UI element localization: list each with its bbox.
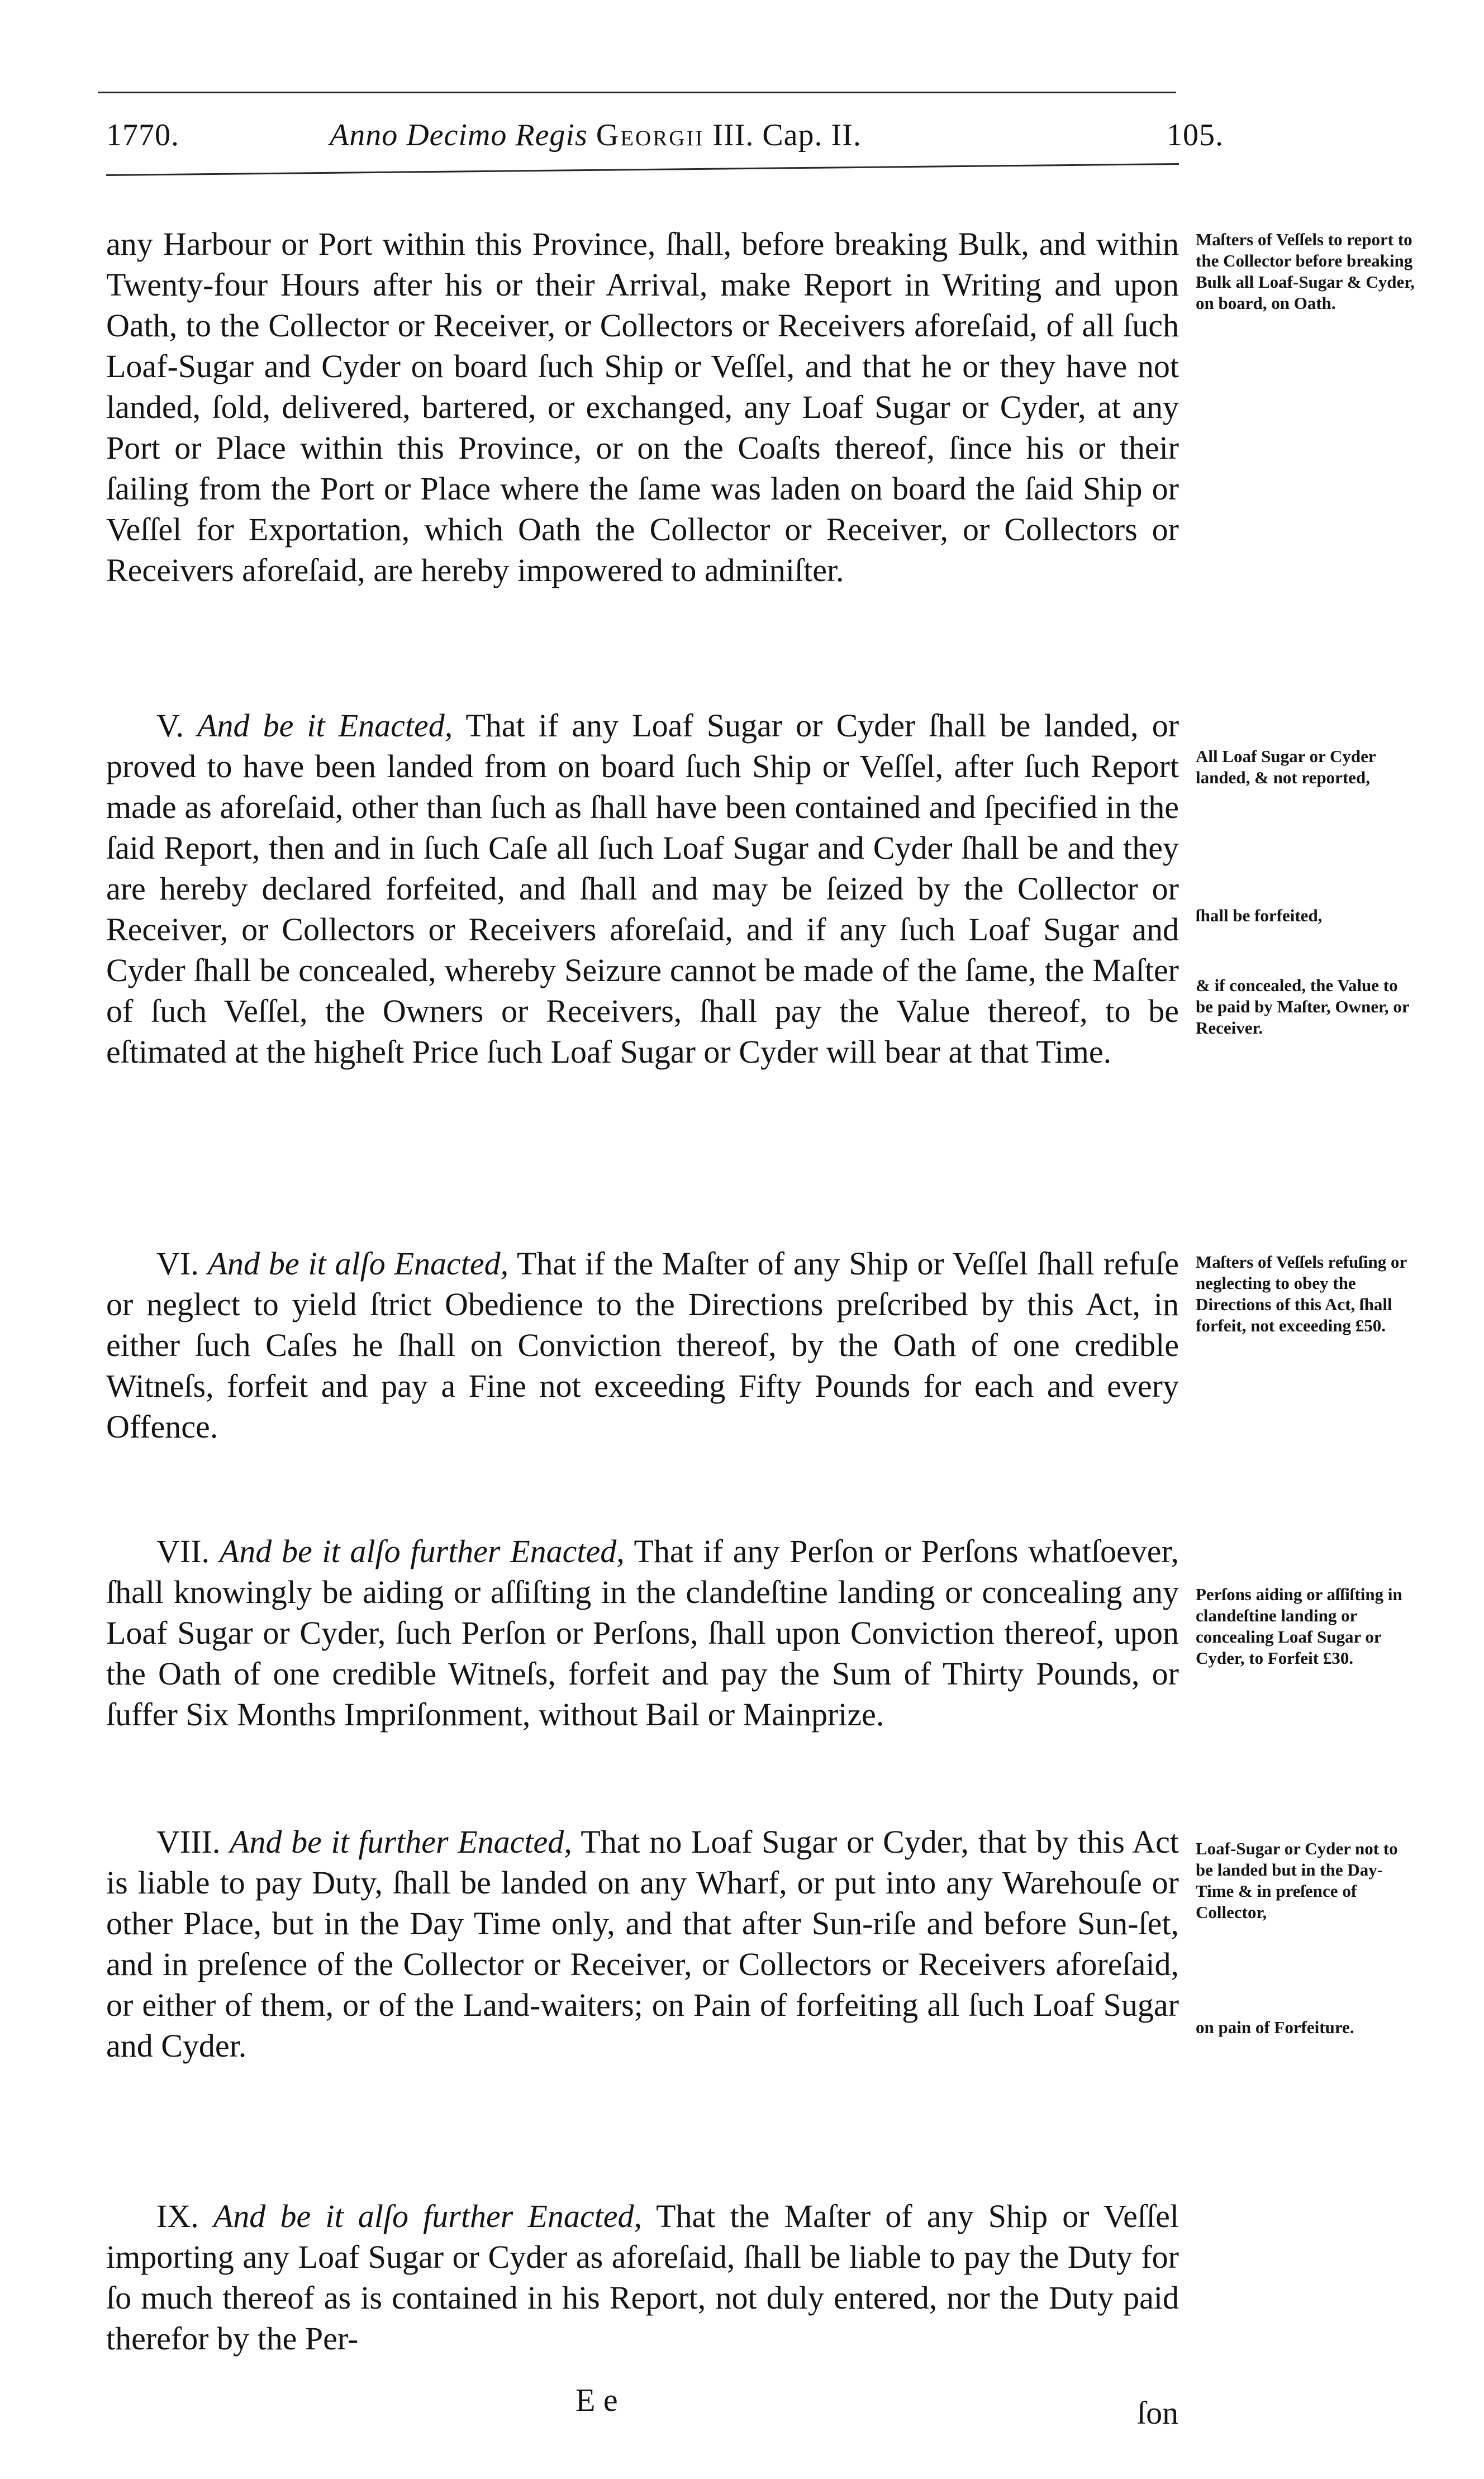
header-year: 1770. (106, 118, 179, 153)
section-6-text (106, 1243, 1179, 1447)
header-title (330, 117, 862, 153)
margin-note-text: Maſters of Veſſels to report to the Collector before breaking Bulk all Loaf-Sugar & Cyder, on board, on Oath. (1196, 230, 1415, 313)
section-6 (106, 1243, 1179, 1447)
margin-note-7 (1196, 1838, 1419, 1923)
margin-note-text: Loaf-Sugar or Cyder not to be landed but in the Day-Time & in preſence of Collector, (1196, 1839, 1398, 1922)
margin-note-2 (1196, 746, 1419, 788)
section-7 (106, 1531, 1179, 1735)
section-lead: And be it Enacted, (197, 707, 453, 744)
header-top-rule (98, 92, 1176, 93)
section-9 (106, 2196, 1179, 2359)
section-lead: And be it alſo further Enacted, (219, 1533, 625, 1569)
catchword: ſon (1137, 2395, 1179, 2431)
paragraph-continuation (106, 223, 1179, 591)
section-number: V. (156, 707, 184, 744)
margin-note-5 (1196, 1252, 1419, 1336)
section-number: VIII. (156, 1824, 221, 1860)
section-5-text (106, 705, 1179, 1072)
margin-note-text: ſhall be forfeited, (1196, 906, 1323, 925)
margin-note-8 (1196, 2017, 1419, 2038)
margin-note-text: on pain of Forfeiture. (1196, 2018, 1354, 2037)
section-lead: And be it alſo further Enacted, (213, 2198, 642, 2234)
section-body: That if any Loaf Sugar or Cyder ſhall be landed, or proved to have been landed from on board ſuch Ship or Veſſel, after ſuch Report made as aforeſaid, other than ſuch as ſhall have been contained and ſpecified in the ſaid Report, then and in ſuch Caſe all ſuch Loaf Sugar and Cyder ſhall be and they are hereby declared forfeited, and ſhall and may be ſeized by the Collector or Receiver, or Collectors or Receivers aforeſaid, and if any ſuch Loaf Sugar and Cyder ſhall be concealed, whereby Seizure cannot be made of the ſame, the Maſter of ſuch Veſſel, the Owners or Receivers, ſhall pay the Value thereof, to be eſtimated at the higheſt Price ſuch Loaf Sugar or Cyder will bear at that Time. (106, 707, 1179, 1070)
section-7-text (106, 1531, 1179, 1735)
margin-note-1 (1196, 229, 1419, 314)
header-title-italic: Anno Decimo Regis (330, 118, 588, 153)
section-number: VI. (156, 1245, 199, 1282)
section-body: That no Loaf Sugar or Cyder, that by this Act is liable to pay Duty, ſhall be landed on any Wharf, or put into any Warehouſe or other Place, but in the Day Time only, and that after Sun-riſe and before Sun-ſet, and in preſence of the Collector or Receiver, or Collectors or Receivers aforeſaid, or either of them, or of the Land-waiters; on Pain of forfeiting all ſuch Loaf Sugar and Cyder. (106, 1824, 1179, 2064)
margin-note-3 (1196, 905, 1419, 926)
section-5 (106, 705, 1179, 1072)
section-number: VII. (156, 1533, 210, 1569)
running-header (106, 112, 1224, 162)
section-body: That if any Perſon or Perſons whatſoever, ſhall knowingly be aiding or aſſiſting in the clandeſtine landing or concealing any Loaf Sugar or Cyder, ſuch Perſon or Perſons, ſhall upon Conviction thereof, upon the Oath of one credible Witneſs, forfeit and pay the Sum of Thirty Pounds, or ſuffer Six Months Impriſonment, without Bail or Mainprize. (106, 1533, 1179, 1733)
header-bottom-rule (106, 163, 1179, 176)
margin-note-text: All Loaf Sugar or Cyder landed, & not reported, (1196, 746, 1376, 787)
signature-mark: E e (575, 2382, 618, 2418)
section-body: That the Maſter of any Ship or Veſſel importing any Loaf Sugar or Cyder as aforeſaid, ſhall be liable to pay the Duty for ſo much thereof as is contained in his Report, not duly entered, nor the Duty paid therefor by the Per- (106, 2198, 1179, 2357)
section-9-text (106, 2196, 1179, 2359)
margin-note-6 (1196, 1584, 1419, 1669)
margin-note-text: Perſons aiding or aſſiſting in clandeſtine landing or concealing Loaf Sugar or Cyder, to Forfeit £30. (1196, 1585, 1402, 1668)
section-lead: And be it alſo Enacted, (207, 1245, 509, 1282)
margin-note-text: Maſters of Veſſels refuſing or neglecting to obey the Directions of this Act, ſhall forfeit, not exceeding £50. (1196, 1252, 1407, 1335)
margin-note-text: & if concealed, the Value to be paid by Maſter, Owner, or Receiver. (1196, 976, 1410, 1038)
section-8-text (106, 1821, 1179, 2066)
paragraph-text: any Harbour or Port within this Province, ſhall, before breaking Bulk, and within Twenty-four Hours after his or their Arrival, make Report in Writing and upon Oath, to the Collector or Receiver, or Collectors or Receivers aforeſaid, of all ſuch Loaf-Sugar and Cyder on board ſuch Ship or Veſſel, and that he or they have not landed, ſold, delivered, bartered, or exchanged, any Loaf Sugar or Cyder, at any Port or Place within this Province, or on the Coaſts thereof, ſince his or their ſailing from the Port or Place where the ſame was laden on board the ſaid Ship or Veſſel for Exportation, which Oath the Collector or Receiver, or Collectors or Receivers aforeſaid, are hereby impowered to adminiſter. (106, 226, 1179, 588)
section-number: IX. (156, 2198, 199, 2234)
section-8 (106, 1821, 1179, 2066)
header-title-rest: III. Cap. II. (712, 118, 862, 153)
margin-note-4 (1196, 975, 1419, 1039)
header-title-caps: Georgii (596, 118, 705, 153)
section-body: That if the Maſter of any Ship or Veſſel ſhall refuſe or neglect to yield ſtrict Obedience to the Directions preſcribed by this Act, in either ſuch Caſes he ſhall on Conviction thereof, by the Oath of one credible Witneſs, forfeit and pay a Fine not exceeding Fifty Pounds for each and every Offence. (106, 1245, 1179, 1445)
section-lead: And be it further Enacted, (230, 1824, 572, 1860)
page-number: 105. (1167, 118, 1224, 153)
